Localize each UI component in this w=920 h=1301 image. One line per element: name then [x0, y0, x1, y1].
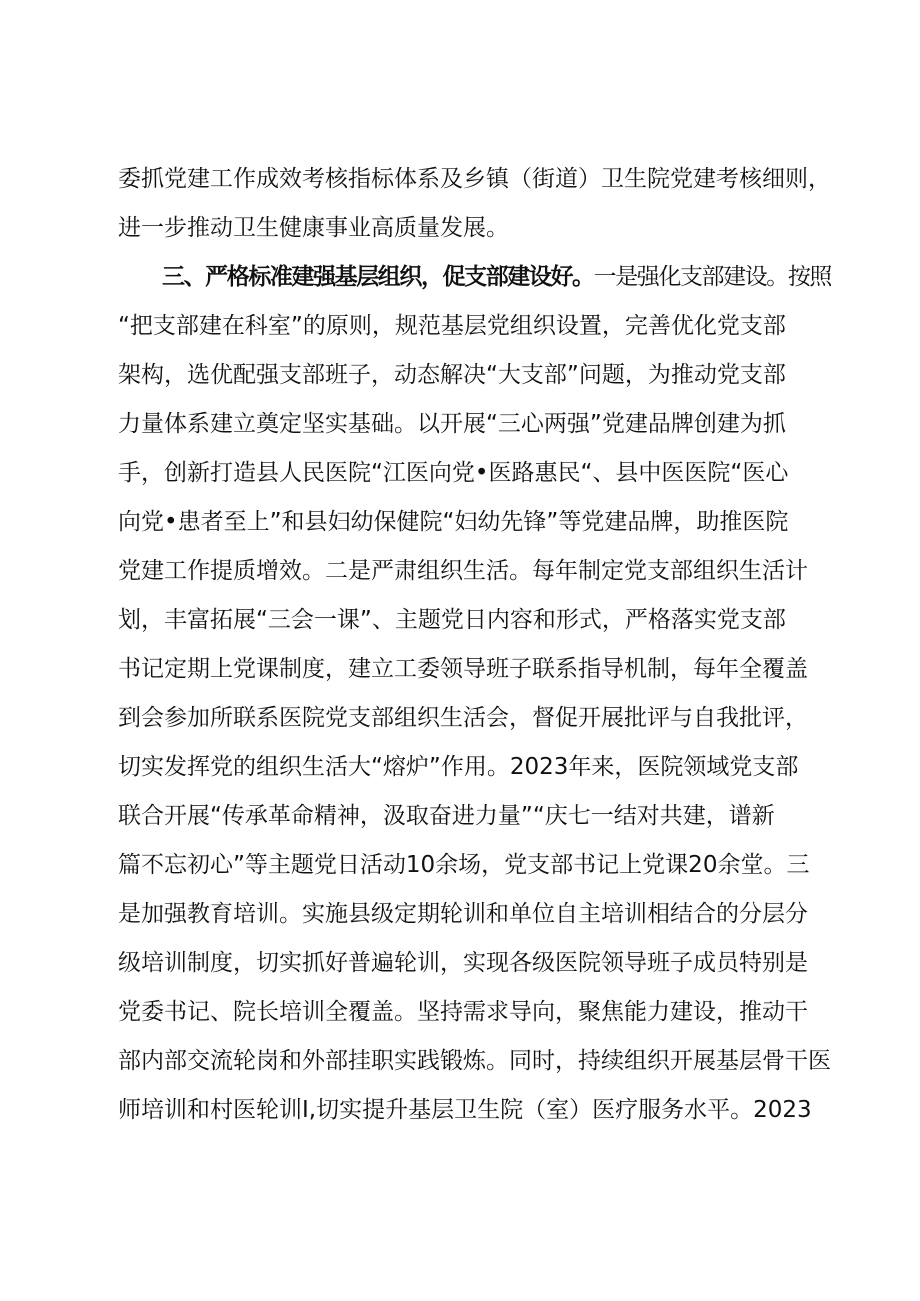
- text-line: 切实发挥党的组织生活大“熔炉”作用。2023年来，医院领域党支部: [118, 754, 799, 780]
- text-line: 联合开展“传承革命精神，汲取奋进力量”“庆七一结对共建，谱新: [118, 803, 775, 829]
- text-line: 进一步推动卫生健康事业高质量发展。: [118, 215, 509, 241]
- text-line: 部内部交流轮岗和外部挂职实践锻炼。同时，持续组织开展基层骨干医: [118, 1048, 831, 1074]
- text-line: 篇不忘初心”等主题党日活动10余场，党支部书记上党课20余堂。三: [118, 852, 810, 878]
- text-line: 级培训制度，切实抓好普遍轮训，实现各级医院领导班子成员特别是: [118, 950, 808, 976]
- text-line: 向党•患者至上”和县妇幼保健院“妇幼先锋”等党建品牌，助推医院: [118, 509, 789, 535]
- section-heading: 三、严格标准建强基层组织，促支部建设好。: [162, 264, 594, 290]
- text-line: 师培训和村医轮训I,切实提升基层卫生院（室）医疗服务水平。2023: [118, 1097, 812, 1123]
- text-line: 力量体系建立奠定坚实基础。以开展“三心两强”党建品牌创建为抓: [118, 411, 786, 437]
- section-heading-line: [162, 262, 882, 292]
- text-line: “把支部建在科室”的原则，规范基层党组织设置，完善优化党支部: [118, 313, 786, 339]
- text-line: 党委书记、院长培训全覆盖。坚持需求导向，聚焦能力建设，推动干: [118, 999, 808, 1025]
- text-line: 书记定期上党课制度，建立工委领导班子联系指导机制，每年全覆盖: [118, 656, 808, 682]
- text-line: 委抓党建工作成效考核指标体系及乡镇（街道）卫生院党建考核细则，: [118, 166, 831, 192]
- text-span: 一是强化支部建设。按照: [593, 264, 832, 290]
- text-line: 手，创新打造县人民医院“江医向党•医路惠民“、县中医医院“医心: [118, 460, 789, 486]
- text-line: 是加强教育培训。实施县级定期轮训和单位自主培训相结合的分层分: [118, 901, 808, 927]
- text-line: 架构，选优配强支部班子，动态解决“大支部”问题，为推动党支部: [118, 362, 786, 388]
- text-line: 到会参加所联系医院党支部组织生活会，督促开展批评与自我批评，: [118, 705, 808, 731]
- text-line: 党建工作提质增效。二是严肃组织生活。每年制定党支部组织生活计: [118, 558, 808, 584]
- text-line: 划，丰富拓展“三会一课”、主题党日内容和形式，严格落实党支部: [118, 607, 786, 633]
